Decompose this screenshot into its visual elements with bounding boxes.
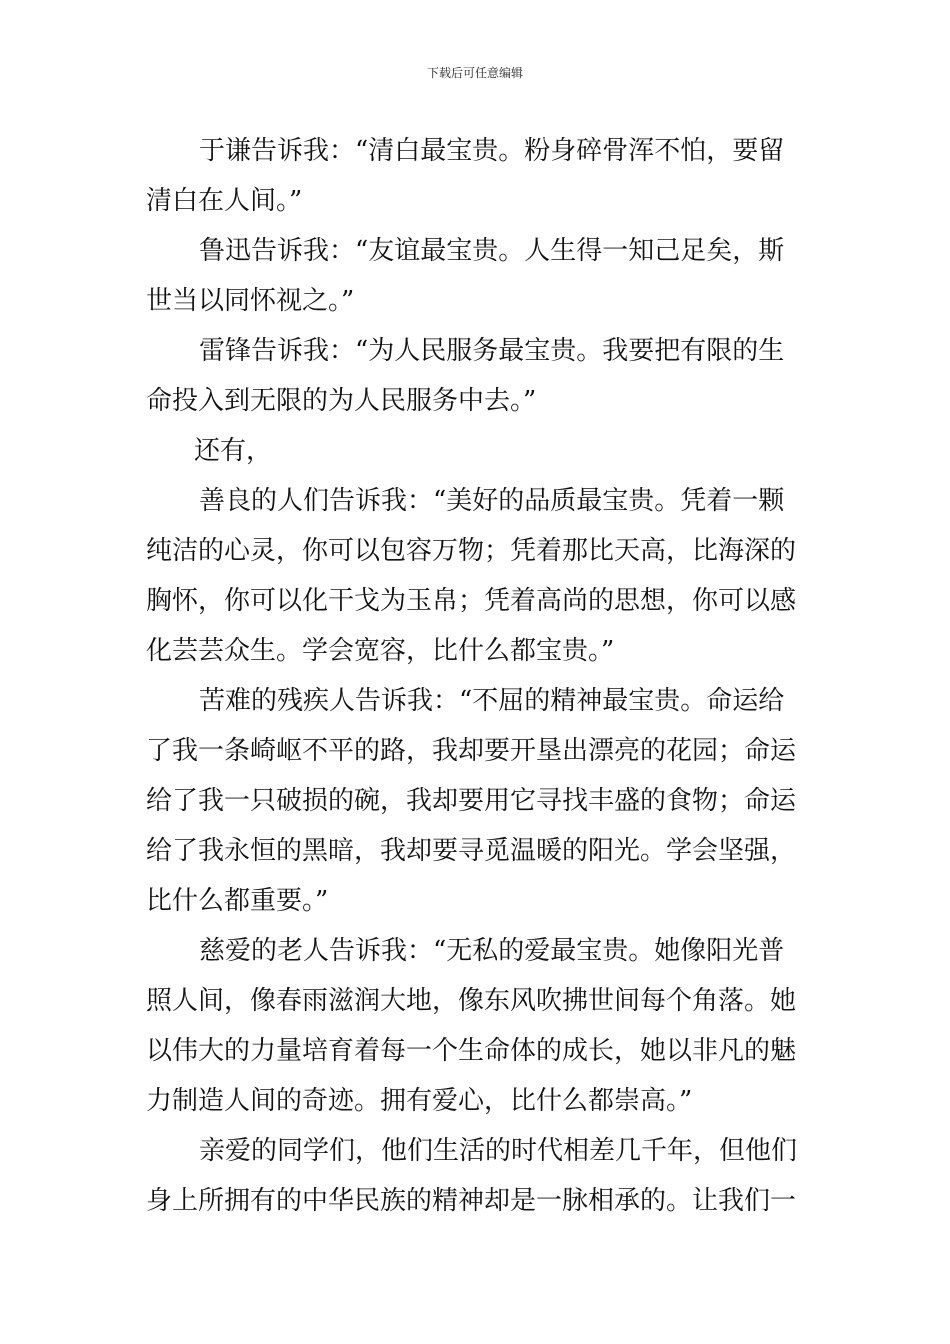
text-line: 苦难的残疾人告诉我：“不屈的精神最宝贵。命运给 (199, 686, 785, 716)
text-line: 给了我一只破损的碗，我却要用它寻找丰盛的食物；命运 (146, 786, 797, 816)
text-line: 比什么都重要。” (146, 886, 329, 916)
text-line: 照人间，像春雨滋润大地，像东风吹拂世间每个角落。她 (146, 986, 797, 1016)
text-line: 了我一条崎岖不平的路，我却要开垦出漂亮的花园；命运 (146, 736, 797, 766)
text-line: 胸怀，你可以化干戈为玉帛；凭着高尚的思想，你可以感 (146, 586, 797, 616)
text-line: 纯洁的心灵，你可以包容万物；凭着那比天高，比海深的 (146, 536, 797, 566)
text-line: 世当以同怀视之。” (146, 286, 355, 316)
text-line: 鲁迅告诉我：“友谊最宝贵。人生得一知己足矣，斯 (199, 236, 785, 266)
text-line: 慈爱的老人告诉我：“无私的爱最宝贵。她像阳光普 (199, 936, 785, 966)
document-body (146, 126, 806, 1226)
text-line: 命投入到无限的为人民服务中去。” (146, 386, 537, 416)
text-line: 化芸芸众生。学会宽容，比什么都宝贵。” (146, 636, 615, 666)
text-line: 雷锋告诉我：“为人民服务最宝贵。我要把有限的生 (199, 336, 785, 366)
text-line: 以伟大的力量培育着每一个生命体的成长，她以非凡的魅 (146, 1036, 797, 1066)
text-line: 善良的人们告诉我：“美好的品质最宝贵。凭着一颗 (199, 486, 785, 516)
text-line: 给了我永恒的黑暗，我却要寻觅温暖的阳光。学会坚强， (146, 836, 797, 866)
text-line: 力制造人间的奇迹。拥有爱心，比什么都崇高。” (146, 1086, 693, 1116)
text-line: 清白在人间。” (146, 186, 303, 216)
text-line: 亲爱的同学们，他们生活的时代相差几千年，但他们 (199, 1136, 798, 1166)
page-header: 下载后可任意编辑 (426, 66, 523, 80)
text-line: 还有， (194, 436, 273, 466)
text-line: 身上所拥有的中华民族的精神却是一脉相承的。让我们一 (146, 1186, 797, 1216)
text-line: 于谦告诉我：“清白最宝贵。粉身碎骨浑不怕，要留 (199, 136, 785, 166)
